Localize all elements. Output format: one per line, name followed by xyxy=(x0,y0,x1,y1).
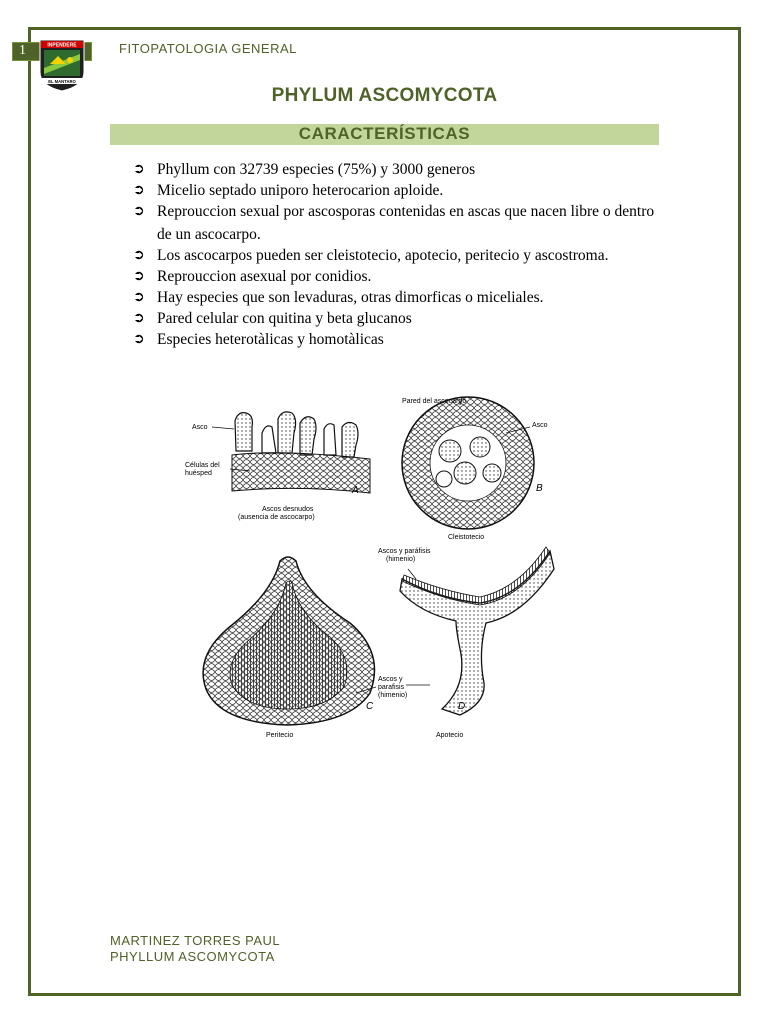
list-item-text: Hay especies que son levaduras, otras dimorficas o miceliales. xyxy=(157,289,544,306)
list-item xyxy=(133,307,663,330)
footer-subject: PHYLLUM ASCOMYCOTA xyxy=(110,949,275,964)
document-title: PHYLUM ASCOMYCOTA xyxy=(271,85,498,106)
footer-author: MARTINEZ TORRES PAUL xyxy=(110,933,281,948)
list-item-text: Phyllum con 32739 especies (75%) y 3000 generos xyxy=(157,161,476,178)
list-item xyxy=(133,179,663,202)
arrow-bullet-icon: ➲ xyxy=(133,203,145,219)
characteristics-list xyxy=(133,158,663,349)
panel-d-letter: D xyxy=(458,701,466,712)
panel-a-label-host-cells-2: huésped xyxy=(185,470,212,477)
list-item-text: Los ascocarpos pueden ser cleistotecio, apotecio, peritecio y ascostroma. xyxy=(157,247,609,264)
panel-d-caption: Apotecio xyxy=(436,732,464,739)
panel-d-apothecium xyxy=(378,547,554,739)
panel-d-label-2: (himenio) xyxy=(386,556,416,563)
arrow-bullet-icon: ➲ xyxy=(133,182,145,198)
arrow-bullet-icon: ➲ xyxy=(133,310,145,326)
list-item-text: Reprouccion asexual por conidios. xyxy=(157,268,372,285)
arrow-bullet-icon: ➲ xyxy=(133,247,145,263)
arrow-bullet-icon: ➲ xyxy=(133,331,145,347)
panel-c-letter: C xyxy=(366,701,374,712)
panel-a-caption-2: (ausencia de ascocarpo) xyxy=(238,514,315,521)
logo-text-bottom: EL MANTARO xyxy=(48,79,76,84)
panel-a-letter: A xyxy=(352,485,359,496)
list-item xyxy=(133,286,663,309)
list-item-text: Reprouccion sexual por ascosporas contenidas en ascas que nacen libre o dentro de un ascocarpo. xyxy=(157,203,655,243)
panel-d-label-1: Ascos y paráfisis xyxy=(378,548,431,555)
page-number: 1 xyxy=(19,43,26,58)
list-item xyxy=(133,265,663,288)
panel-b-label-wall: Pared del ascocarpo xyxy=(402,398,467,405)
list-item-text: Micelio septado uniporo heterocarion aploide. xyxy=(157,182,444,199)
section-title: CARACTERÍSTICAS xyxy=(298,124,471,143)
panel-c-caption: Peritecio xyxy=(266,732,294,739)
panel-a-label-asco: Asco xyxy=(192,424,208,431)
list-item xyxy=(133,158,663,181)
list-item-text: Especies heterotàlicas y homotàlicas xyxy=(157,331,384,348)
arrow-bullet-icon: ➲ xyxy=(133,161,145,177)
list-item xyxy=(133,328,663,351)
arrow-bullet-icon: ➲ xyxy=(133,289,145,305)
panel-b-letter: B xyxy=(536,483,543,494)
panel-c-label-asci-2: parafisis xyxy=(378,684,405,691)
footer xyxy=(110,933,280,965)
institution-logo xyxy=(36,38,88,92)
panel-c-perithecium xyxy=(203,557,376,739)
panel-c-label-asci-3: (himenio) xyxy=(378,692,408,699)
logo-text-top: INPENDERE xyxy=(47,42,77,49)
arrow-bullet-icon: ➲ xyxy=(133,268,145,284)
panel-b-caption: Cleistotecio xyxy=(448,534,485,541)
panel-a-naked-asci xyxy=(185,412,370,521)
panel-a-label-host-cells-1: Células del xyxy=(185,462,220,469)
panel-b-cleistothecium xyxy=(402,397,548,541)
ascocarp-types-figure xyxy=(180,393,560,748)
list-item xyxy=(133,200,663,246)
panel-a-caption-1: Ascos desnudos xyxy=(262,506,314,513)
list-item xyxy=(133,244,663,267)
panel-b-label-asco: Asco xyxy=(532,422,548,429)
panel-c-label-asci-1: Ascos y xyxy=(378,676,403,683)
course-title: FITOPATOLOGIA GENERAL xyxy=(119,41,297,56)
list-item-text: Pared celular con quitina y beta glucanos xyxy=(157,310,412,327)
